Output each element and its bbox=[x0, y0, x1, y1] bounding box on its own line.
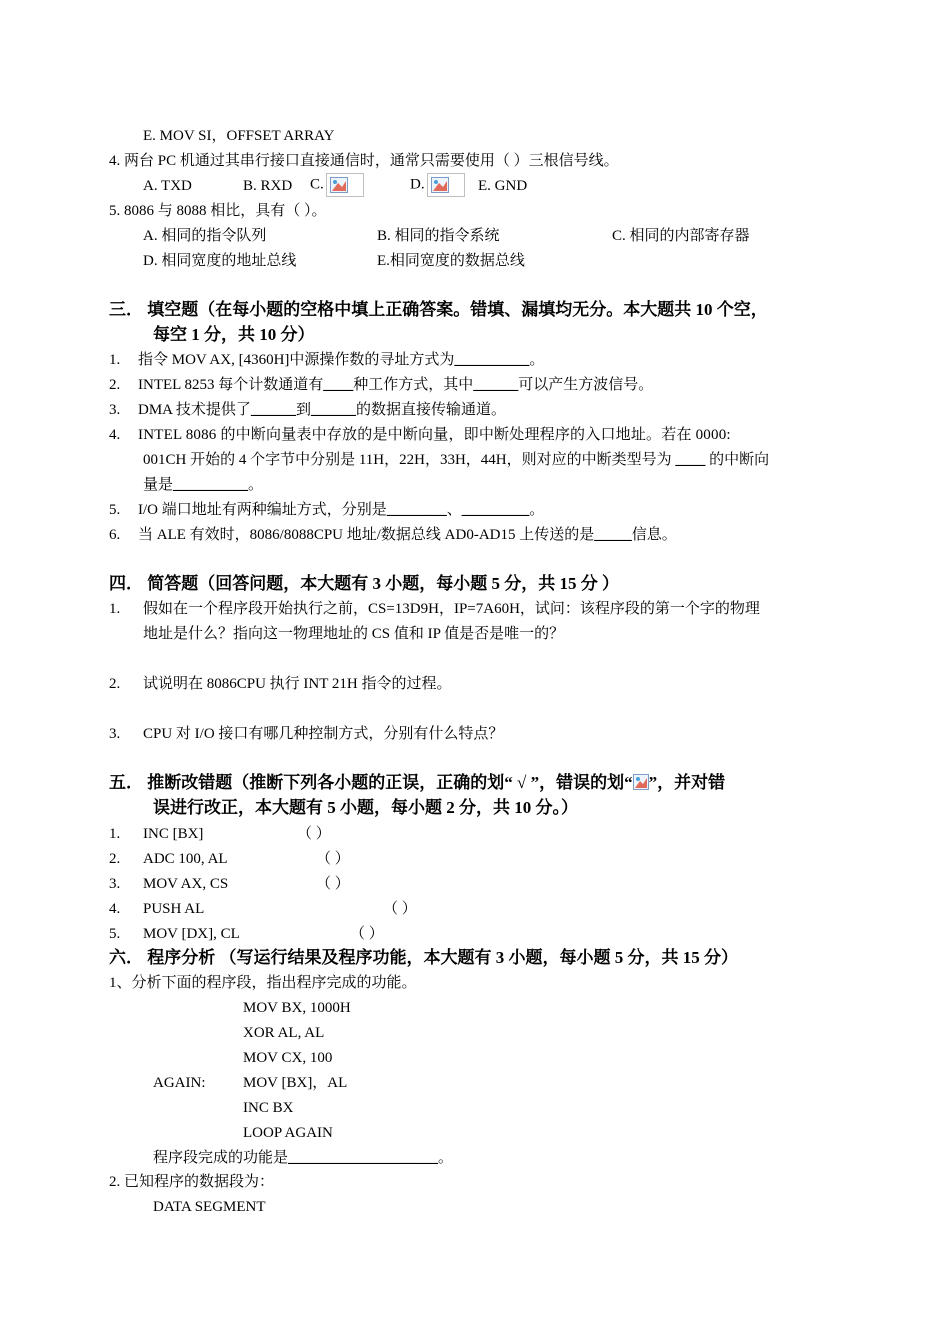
s3-item1-text: 指令 MOV AX, [4360H]中源操作数的寻址方式为 bbox=[138, 352, 455, 368]
code-line: LOOP AGAIN bbox=[243, 1125, 333, 1141]
blank: ____ bbox=[323, 377, 354, 393]
s3-item5-end: 。 bbox=[529, 502, 545, 518]
broken-image-icon bbox=[326, 173, 364, 197]
section5-title-b: ”，并对错 bbox=[648, 773, 726, 792]
code-line: DATA SEGMENT bbox=[153, 1199, 266, 1215]
code-line: INC BX bbox=[243, 1100, 294, 1116]
s5-item3-num: 3. bbox=[109, 876, 121, 892]
s5-item1-num: 1. bbox=[109, 826, 121, 842]
s6-q1-answer-text: 程序段完成的功能是 bbox=[153, 1150, 289, 1166]
s3-item3-text: DMA 技术提供了 bbox=[138, 402, 251, 418]
q4-option-e: E. GND bbox=[478, 178, 528, 194]
s3-item6-text: 当 ALE 有效时，8086/8088CPU 地址/数据总线 AD0-AD15 上传送的是 bbox=[138, 527, 595, 543]
s5-item2: ADC 100, AL bbox=[143, 851, 228, 867]
s3-item2-text2: 种工作方式，其中 bbox=[353, 377, 474, 393]
s3-item1-num: 1. bbox=[109, 352, 121, 368]
s3-item5-text: I/O 端口地址有两种编址方式，分别是 bbox=[138, 502, 387, 518]
s5-item4-paren: （ ） bbox=[383, 901, 417, 917]
q5-option-a: A. 相同的指令队列 bbox=[143, 228, 267, 244]
s4-q1-line2: 地址是什么？指向这一物理地址的 CS 值和 IP 值是否是唯一的？ bbox=[143, 626, 565, 642]
s3-item6 bbox=[138, 525, 677, 545]
s5-item1: INC [BX] bbox=[143, 826, 204, 842]
blank: ______ bbox=[310, 402, 356, 418]
s3-item5-sep: 、 bbox=[446, 502, 462, 518]
code-line: XOR AL, AL bbox=[243, 1025, 325, 1041]
s5-item2-num: 2. bbox=[109, 851, 121, 867]
code-label: AGAIN: bbox=[153, 1075, 206, 1091]
broken-image-icon bbox=[427, 173, 465, 197]
blank: __________ bbox=[454, 352, 530, 368]
q5-option-d: D. 相同宽度的地址总线 bbox=[143, 253, 297, 269]
s3-item3 bbox=[138, 400, 506, 420]
blank: ____ bbox=[675, 452, 706, 468]
s4-q2-num: 2. bbox=[109, 676, 121, 692]
s5-item3-paren: （ ） bbox=[316, 876, 350, 892]
section5-title bbox=[109, 773, 725, 795]
s3-item2-text: INTEL 8253 每个计数通道有 bbox=[138, 377, 324, 393]
q4-option-d-label: D. bbox=[410, 176, 425, 193]
q4-option-d bbox=[410, 173, 465, 197]
s5-item4-num: 4. bbox=[109, 901, 121, 917]
blank: ______ bbox=[250, 402, 296, 418]
s3-item4-line3 bbox=[143, 475, 263, 495]
s6-q1-answer-end: 。 bbox=[438, 1150, 454, 1166]
s3-item5-num: 5. bbox=[109, 502, 121, 518]
s3-item1 bbox=[138, 350, 544, 370]
q4-option-a: A. TXD bbox=[143, 178, 192, 194]
blank: ______ bbox=[473, 377, 519, 393]
s3-item4-text3: 量是 bbox=[143, 477, 174, 493]
q4-option-b: B. RXD bbox=[243, 178, 293, 194]
s3-item2-num: 2. bbox=[109, 377, 121, 393]
s3-item4-num: 4. bbox=[109, 427, 121, 443]
cross-mark-icon bbox=[633, 774, 649, 795]
section5-title-cont: 误进行改正，本大题有 5 小题，每小题 2 分，共 10 分。） bbox=[153, 798, 578, 817]
s5-item2-paren: （ ） bbox=[316, 851, 350, 867]
s3-item5 bbox=[138, 500, 544, 520]
code-line: MOV [BX]，AL bbox=[243, 1075, 348, 1091]
section5-title-a: 五． 推断改错题（推断下列各小题的正误，正确的划“ √ ”，错误的划“ bbox=[109, 773, 633, 792]
q5-option-e: E.相同宽度的数据总线 bbox=[377, 253, 525, 269]
s3-item2 bbox=[138, 375, 653, 395]
blank: __________ bbox=[173, 477, 249, 493]
s6-q1: 1、分析下面的程序段，指出程序完成的功能。 bbox=[109, 975, 417, 991]
blank: _____ bbox=[594, 527, 632, 543]
q5-option-c: C. 相同的内部寄存器 bbox=[612, 228, 750, 244]
s3-item4-text: 001CH 开始的 4 个字节中分别是 11H，22H，33H，44H，则对应的中断类型号为 bbox=[143, 452, 676, 468]
section3-title: 三． 填空题（在每小题的空格中填上正确答案。错填、漏填均无分。本大题共 10 个空， bbox=[109, 300, 768, 319]
section3-title-cont: 每空 1 分，共 10 分） bbox=[153, 325, 315, 344]
s4-q1-num: 1. bbox=[109, 601, 121, 617]
s3-item3-text3: 的数据直接传输通道。 bbox=[355, 402, 506, 418]
q3-option-e: E. MOV SI，OFFSET ARRAY bbox=[143, 128, 335, 144]
q4-stem: 4. 两台 PC 机通过其串行接口直接通信时，通常只需要使用（ ）三根信号线。 bbox=[109, 153, 619, 169]
s5-item5-num: 5. bbox=[109, 926, 121, 942]
s5-item5: MOV [DX], CL bbox=[143, 926, 240, 942]
section6-title: 六． 程序分析 （写运行结果及程序功能，本大题有 3 小题，每小题 5 分，共 15 分） bbox=[109, 948, 738, 967]
s3-item4-text2: 的中断向 bbox=[705, 452, 770, 468]
s5-item3: MOV AX, CS bbox=[143, 876, 229, 892]
s3-item6-end: 信息。 bbox=[631, 527, 677, 543]
s4-q3-num: 3. bbox=[109, 726, 121, 742]
s3-item6-num: 6. bbox=[109, 527, 121, 543]
s4-q2: 试说明在 8086CPU 执行 INT 21H 指令的过程。 bbox=[143, 676, 452, 692]
s5-item4: PUSH AL bbox=[143, 901, 205, 917]
code-line: MOV BX, 1000H bbox=[243, 1000, 351, 1016]
q5-option-b: B. 相同的指令系统 bbox=[377, 228, 500, 244]
s6-q1-answer bbox=[153, 1148, 453, 1168]
code-line: MOV CX, 100 bbox=[243, 1050, 333, 1066]
s3-item3-num: 3. bbox=[109, 402, 121, 418]
blank: _________ bbox=[461, 502, 530, 518]
s5-item5-paren: （ ） bbox=[350, 926, 384, 942]
section4-title: 四． 简答题（回答问题，本大题有 3 小题，每小题 5 分，共 15 分 ） bbox=[109, 574, 619, 593]
blank: ____________________ bbox=[288, 1150, 439, 1166]
s3-item1-end: 。 bbox=[529, 352, 545, 368]
s3-item4-end: 。 bbox=[248, 477, 264, 493]
q4-option-c-label: C. bbox=[310, 176, 324, 193]
s4-q1-line1: 假如在一个程序段开始执行之前，CS=13D9H，IP=7A60H，试问：该程序段的第一个字的物理 bbox=[143, 601, 760, 617]
blank: ________ bbox=[386, 502, 447, 518]
s5-item1-paren: （ ） bbox=[297, 826, 331, 842]
s3-item3-text2: 到 bbox=[295, 402, 311, 418]
s3-item4-line2 bbox=[143, 450, 769, 470]
q4-option-c bbox=[310, 173, 364, 197]
s4-q3: CPU 对 I/O 接口有哪几种控制方式，分别有什么特点？ bbox=[143, 726, 504, 742]
s6-q2: 2. 已知程序的数据段为： bbox=[109, 1174, 275, 1190]
s3-item4-line1: INTEL 8086 的中断向量表中存放的是中断向量，即中断处理程序的入口地址。若在 0000: bbox=[138, 427, 731, 443]
q5-stem: 5. 8086 与 8088 相比，具有（ ）。 bbox=[109, 203, 327, 219]
s3-item2-text3: 可以产生方波信号。 bbox=[518, 377, 654, 393]
